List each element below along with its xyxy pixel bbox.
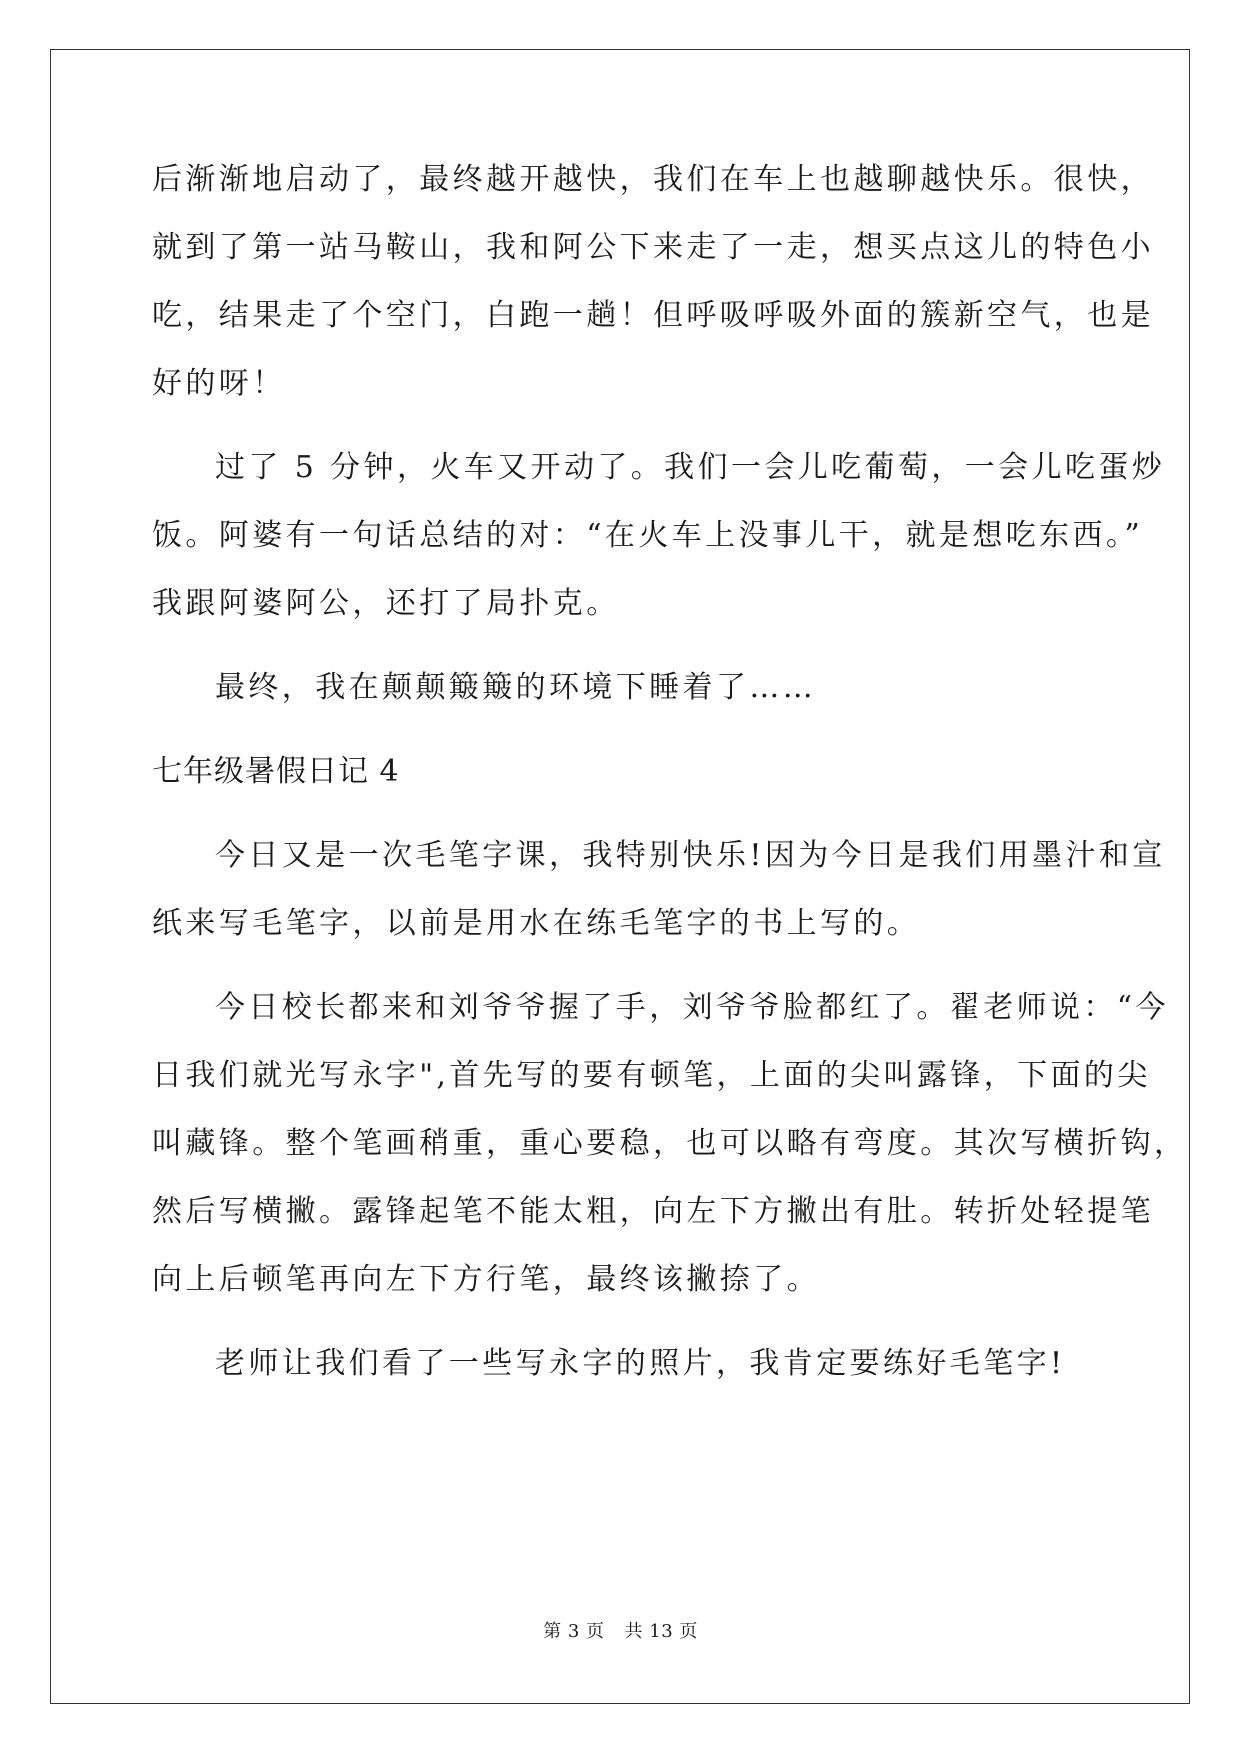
paragraph-line: 吃，结果走了个空门，白跑一趟！但呼吸呼吸外面的簇新空气，也是	[152, 298, 1154, 333]
paragraph-line: 纸来写毛笔字，以前是用水在练毛笔字的书上写的。	[152, 906, 921, 941]
page-number-total: 共 13 页	[624, 1621, 698, 1642]
paragraph-line: 老师让我们看了一些写永字的照片，我肯定要练好毛笔字!	[215, 1346, 1066, 1381]
paragraph-line: 后渐渐地启动了，最终越开越快，我们在车上也越聊越快乐。很快，	[152, 162, 1154, 197]
paragraph-line: 饭。阿婆有一句话总结的对：“在火车上没事儿干，就是想吃东西。”	[152, 518, 1144, 553]
paragraph-line: 向上后顿笔再向左下方行笔，最终该撇捺了。	[152, 1262, 820, 1297]
paragraph-line: 日我们就光写永字",首先写的要有顿笔，上面的尖叫露锋，下面的尖	[152, 1058, 1151, 1093]
paragraph-line: 叫藏锋。整个笔画稍重，重心要稳，也可以略有弯度。其次写横折钩，	[152, 1126, 1188, 1161]
paragraph-line: 过了 5 分钟，火车又开动了。我们一会儿吃葡萄，一会儿吃蛋炒	[215, 450, 1166, 485]
paragraph-line: 我跟阿婆阿公，还打了局扑克。	[152, 586, 620, 621]
paragraph-line: 今日校长都来和刘爷爷握了手，刘爷爷脸都红了。翟老师说：“今	[215, 990, 1169, 1025]
paragraph-line: 然后写横撇。露锋起笔不能太粗，向左下方撇出有肚。转折处轻提笔	[152, 1194, 1154, 1229]
section-title: 七年级暑假日记 4	[152, 754, 400, 789]
page-number-current: 第 3 页	[543, 1621, 605, 1642]
paragraph-line: 最终，我在颠颠簸簸的环境下睡着了……	[215, 670, 817, 705]
paragraph-line: 就到了第一站马鞍山，我和阿公下来走了一走，想买点这儿的特色小	[152, 230, 1154, 265]
paragraph-line: 今日又是一次毛笔字课，我特别快乐!因为今日是我们用墨汁和宣	[215, 838, 1166, 873]
paragraph-line: 好的呀！	[152, 366, 286, 401]
page-footer	[0, 1620, 1241, 1644]
